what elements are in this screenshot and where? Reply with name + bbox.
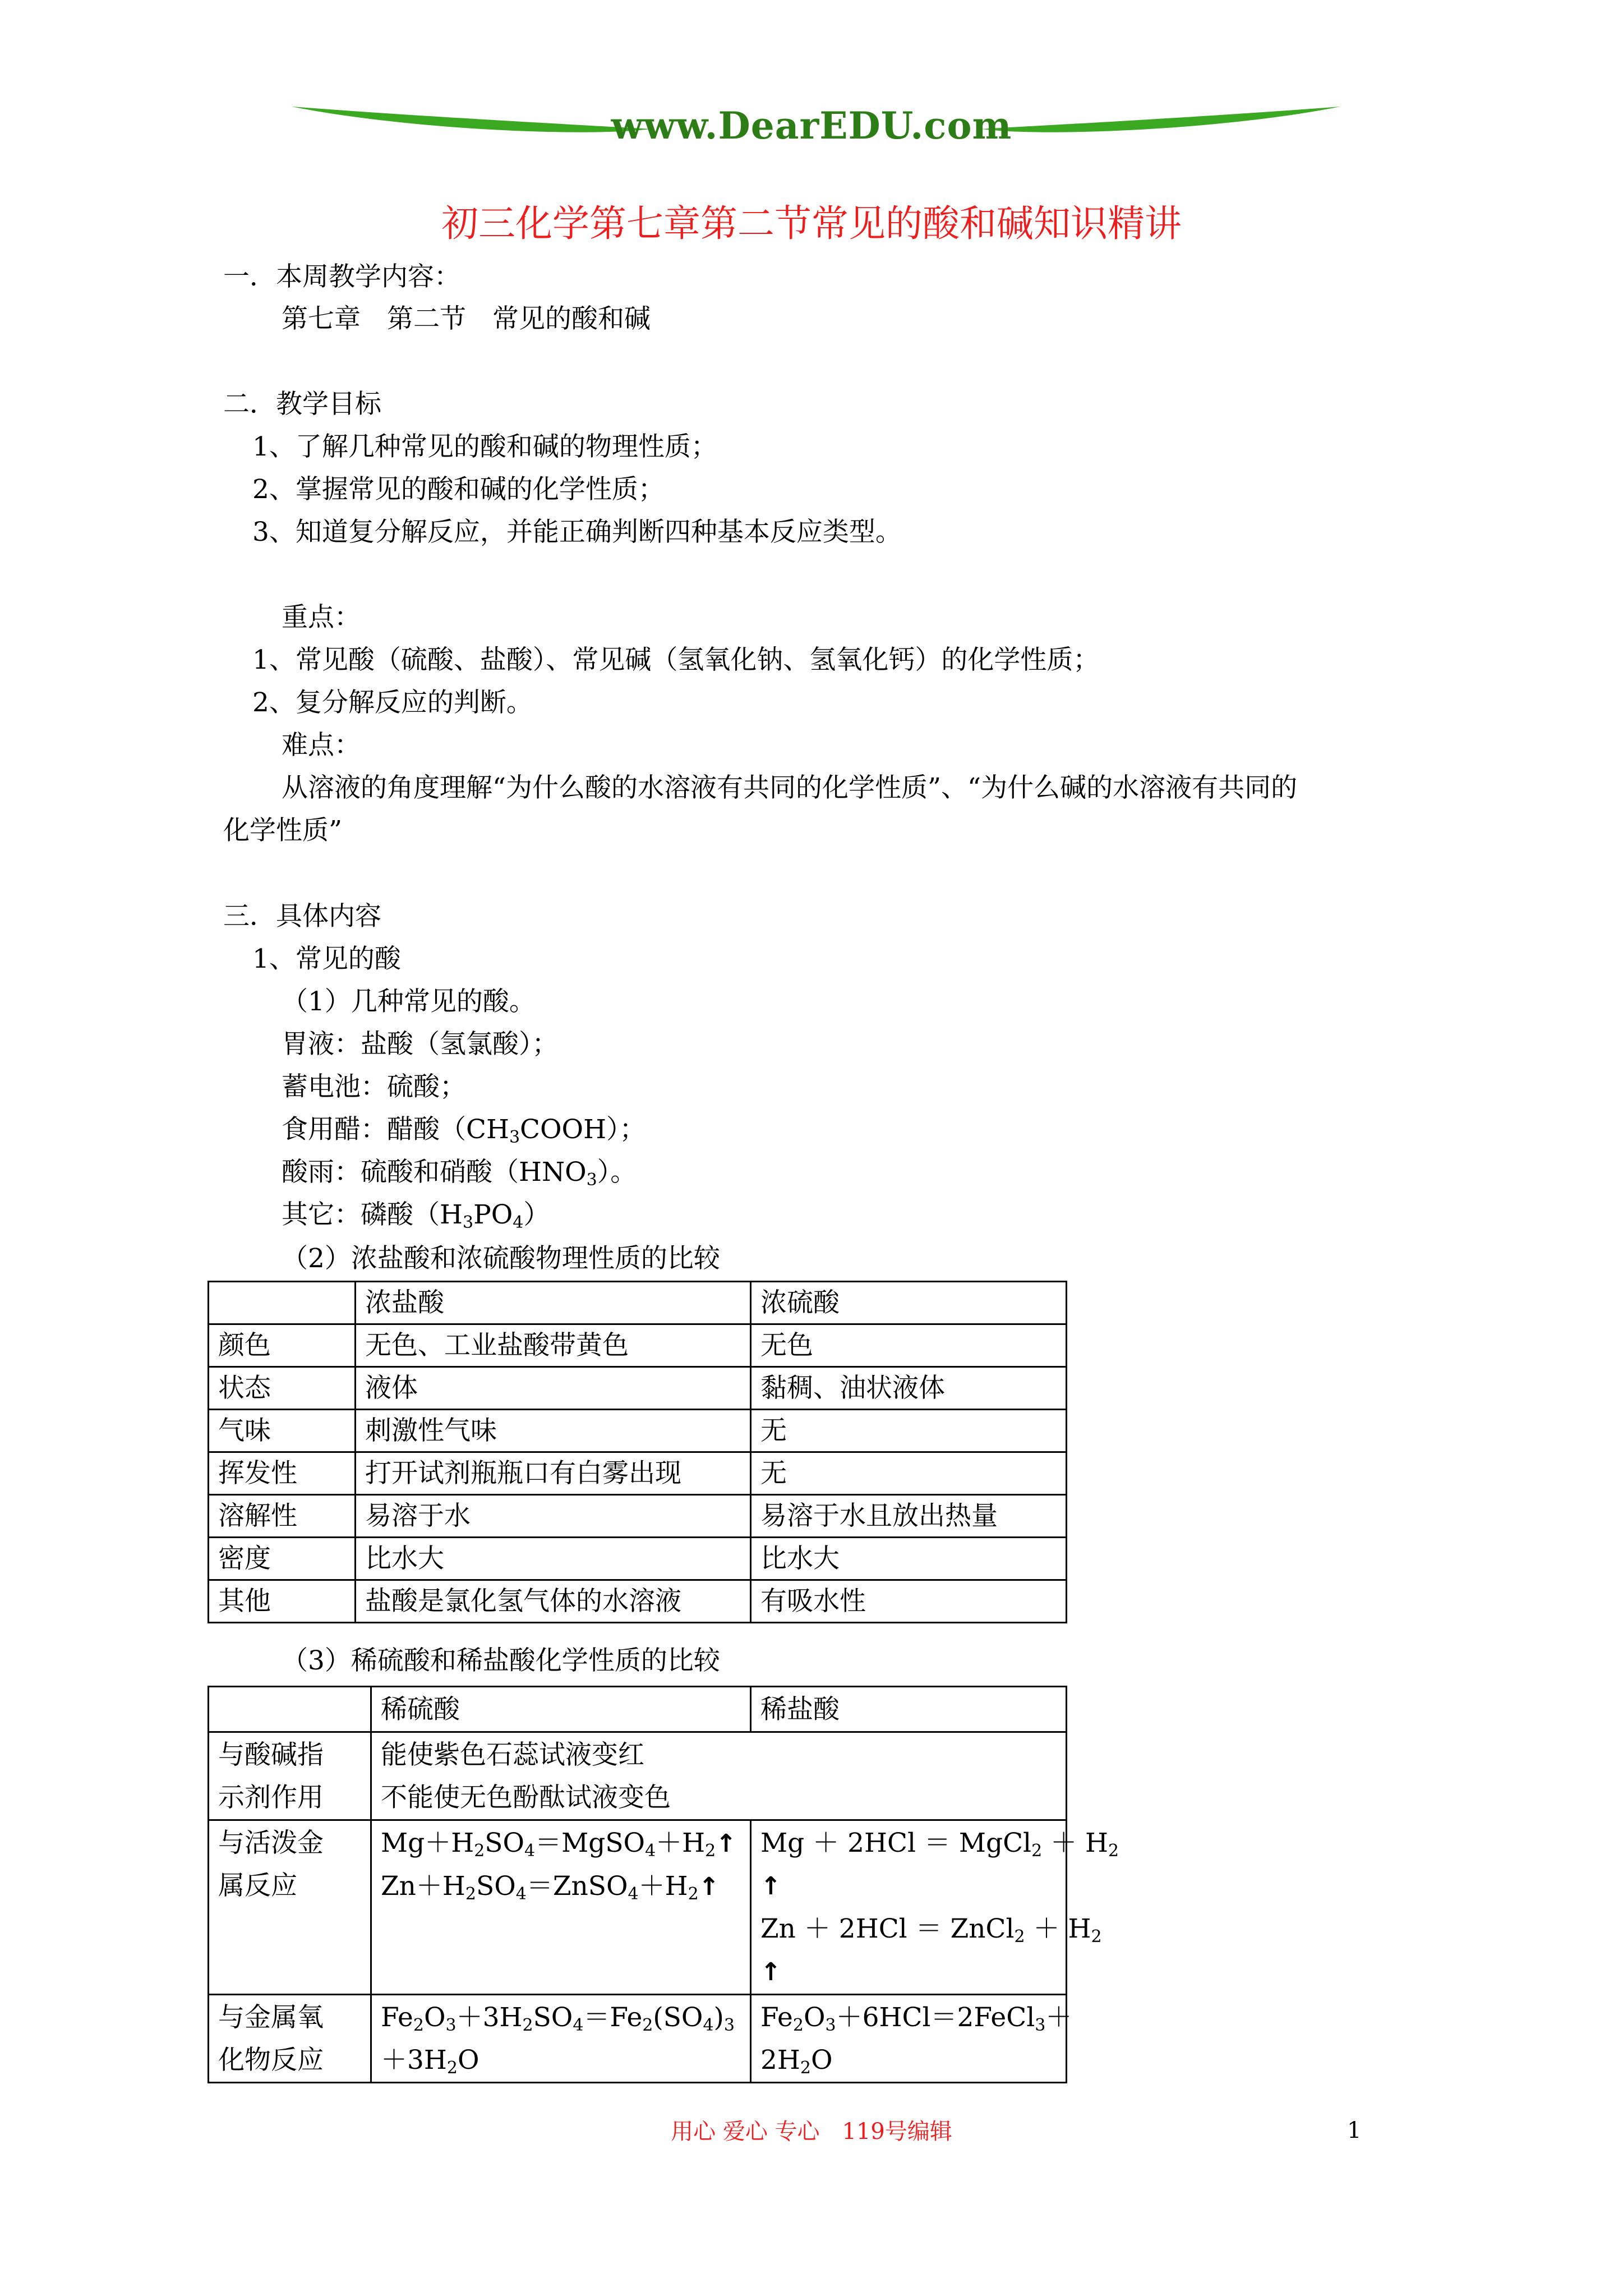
table-cell-merged: 能使紫色石蕊试液变红 不能使无色酚酞试液变色	[371, 1732, 1067, 1820]
difficulty-text-cont: 化学性质”	[223, 815, 343, 846]
table-cell: 易溶于水	[356, 1495, 751, 1538]
table-cell: 比水大	[751, 1538, 1067, 1580]
acid-item: 酸雨：硫酸和硝酸$(HNO_3)$。	[282, 1157, 637, 1190]
table-cell: 无色、工业盐酸带黄色	[356, 1324, 751, 1367]
subsection-acid-list: （1）几种常见的酸。	[282, 986, 536, 1017]
table-header-cell: 稀硫酸	[371, 1687, 751, 1732]
equation-zn-hcl: Zn ＋ 2HCl ＝ ZnCl$_2$ ＋ $H_2$	[760, 1913, 1102, 1947]
table-cell: 密度	[209, 1538, 356, 1580]
equation-fe2o3-h2so4: $Fe_2O_3+3H_2SO_4=Fe_2(SO_4)_3$	[381, 2002, 735, 2035]
equation-mg-h2so4: $Mg+H_2SO_4=MgSO_4+H_2↑$	[381, 1828, 737, 1861]
site-name: www.DearEDU.com	[611, 104, 1012, 148]
table-cell-label: 与酸碱指 示剂作用	[209, 1732, 371, 1820]
table-cell: 有吸水性	[751, 1580, 1067, 1623]
table-row	[209, 1732, 1067, 1820]
table1-caption: （2）浓盐酸和浓硫酸物理性质的比较	[282, 1243, 720, 1274]
table-row	[209, 1367, 1067, 1410]
table-cell-label: 与金属氧 化物反应	[209, 1995, 371, 2083]
footer-text: 用心 爱心 专心 119号编辑	[671, 2119, 952, 2145]
table-cell-equations: Mg ＋ 2HCl ＝ MgCl$_2$ ＋ $H_2$ ↑ Zn ＋ 2HCl ＝ ZnCl$_2$ ＋ $H_2$ ↑	[751, 1820, 1067, 1995]
table-cell: 比水大	[356, 1538, 751, 1580]
table-cell: 黏稠、油状液体	[751, 1367, 1067, 1410]
table-cell: 挥发性	[209, 1452, 356, 1495]
table-header-cell: 稀盐酸	[751, 1687, 1067, 1732]
table-cell: 其他	[209, 1580, 356, 1623]
table-row	[209, 1538, 1067, 1580]
acid-item: 食用醋：醋酸$(CH_3COOH)$；	[282, 1114, 646, 1147]
goal-item: 1、了解几种常见的酸和碱的物理性质；	[252, 431, 717, 462]
table-header-cell	[209, 1282, 356, 1324]
table-header-cell: 浓硫酸	[751, 1282, 1067, 1324]
table-cell: 无	[751, 1410, 1067, 1452]
equation-zn-h2so4: $Zn+H_2SO_4=ZnSO_4+H_2↑$	[381, 1871, 720, 1904]
table-cell-label: 与活泼金 属反应	[209, 1820, 371, 1995]
section1-content: 第七章 第二节 常见的酸和碱	[282, 303, 651, 334]
section2-heading: 二．教学目标	[223, 389, 381, 420]
table-row	[209, 1410, 1067, 1452]
acid-item: 胃液：盐酸（氢氯酸）；	[282, 1029, 559, 1060]
subsection-common-acids: 1、常见的酸	[252, 944, 401, 974]
document-title: 初三化学第七章第二节常见的酸和碱知识精讲	[441, 202, 1182, 245]
key-points-label: 重点：	[282, 602, 361, 633]
table-row	[209, 1820, 1067, 1995]
table-cell: 液体	[356, 1367, 751, 1410]
table-cell: 盐酸是氯化氢气体的水溶液	[356, 1580, 751, 1623]
table-cell: 无	[751, 1452, 1067, 1495]
table-row	[209, 1580, 1067, 1623]
table-cell: 颜色	[209, 1324, 356, 1367]
chemical-properties-table	[208, 1686, 1119, 2083]
acid-item: 蓄电池：硫酸；	[282, 1071, 466, 1102]
table-cell-equations	[371, 1820, 751, 1995]
table-cell: 状态	[209, 1367, 356, 1410]
table-cell-equations: $Fe_2O_3+6HCl=2FeCl_3+$ $2H_2O$	[751, 1995, 1067, 2083]
difficulty-text: 从溶液的角度理解“为什么酸的水溶液有共同的化学性质”、“为什么碱的水溶液有共同的	[282, 772, 1298, 803]
table-cell: 无色	[751, 1324, 1067, 1367]
table-cell: 溶解性	[209, 1495, 356, 1538]
goal-item: 2、掌握常见的酸和碱的化学性质；	[252, 474, 665, 505]
acid-item: 其它：磷酸$(H_3PO_4)$	[282, 1199, 550, 1232]
goal-item: 3、知道复分解反应，并能正确判断四种基本反应类型。	[252, 517, 902, 547]
page-number: 1	[1347, 2118, 1362, 2143]
table-cell: 打开试剂瓶瓶口有白雾出现	[356, 1452, 751, 1495]
table-header-cell	[209, 1687, 371, 1732]
equation-mg-hcl: Mg ＋ 2HCl ＝ MgCl$_2$ ＋ $H_2$	[760, 1828, 1119, 1861]
table-cell-equations: $Fe_2O_3+3H_2SO_4=Fe_2(SO_4)_3$ $+3H_2O$	[371, 1995, 751, 2083]
key-point-item: 1、常见酸（硫酸、盐酸）、常见碱（氢氧化钠、氢氧化钙）的化学性质；	[252, 645, 1100, 675]
section1-heading: 一．本周教学内容：	[223, 261, 460, 292]
difficulty-label: 难点：	[282, 730, 361, 761]
key-point-item: 2、复分解反应的判断。	[252, 687, 533, 718]
table-row	[209, 1495, 1067, 1538]
table-cell: 易溶于水且放出热量	[751, 1495, 1067, 1538]
table-header-row	[209, 1687, 1067, 1732]
table-header-cell: 浓盐酸	[356, 1282, 751, 1324]
physical-properties-table	[208, 1281, 1067, 1623]
equation-fe2o3-hcl: $Fe_2O_3+6HCl=2FeCl_3+$	[760, 2002, 1072, 2035]
table-row	[209, 1995, 1067, 2083]
table2-caption: （3）稀硫酸和稀盐酸化学性质的比较	[282, 1645, 720, 1676]
table-header-row	[209, 1282, 1067, 1324]
table-cell: 气味	[209, 1410, 356, 1452]
table-cell: 刺激性气味	[356, 1410, 751, 1452]
table-row	[209, 1452, 1067, 1495]
table-row	[209, 1324, 1067, 1367]
section3-heading: 三．具体内容	[223, 901, 381, 932]
